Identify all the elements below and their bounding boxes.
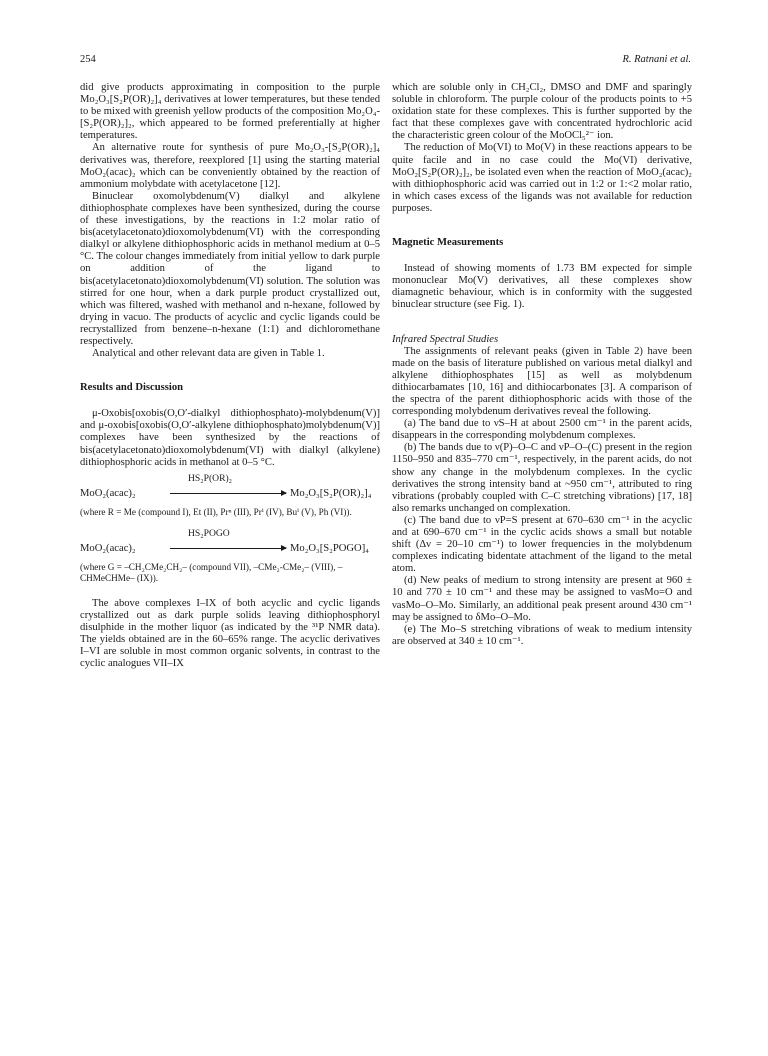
reactant: MoO₂(acac)₂ — [80, 542, 136, 554]
paragraph: did give products approximating in composition to the purple Mo₂O₃[S₂P(OR)₂]₄ derivatives at lower temperatures, but these tended to be mixed with greenish yellow products of the composition Mo₂O₄-[S₂P(OR)₂]₂, which appeared to be formed preferentially at higher temperatures. — [80, 82, 380, 142]
paragraph: Instead of showing moments of 1.73 BM expected for simple mononuclear Mo(V) derivatives, all these complexes show diamagnetic behaviour, which is in conformity with the suggested binuclear structure (see Fig. 1). — [392, 263, 692, 311]
list-item: (b) The bands due to ν(P)–O–C and νP–O–(C) present in the region 1150–950 and 835–770 cm⁻¹, respectively, in the parent acids, do not show any change in the molybdenum complexes. In the cyclic derivatives the strong intensity band at ~950 cm⁻¹, attributed to ring vibrations (probably coupled with C–C stretching vibrations) [17, 18] also remarks unchanged on complexation. — [392, 442, 692, 514]
running-head: R. Ratnani et al. — [622, 54, 691, 65]
reagent: HS₂POGO — [188, 527, 230, 539]
left-column — [80, 82, 380, 670]
paragraph: The above complexes I–IX of both acyclic and cyclic ligands crystallized out as dark purple solids leaving dithiophosphoryl disulphide in the mother liquor (as indicated by the ³¹P NMR data). The yields obtained are in the 60–65% range. The acyclic derivatives I–VI are soluble in most common organic solvents, in contrast to the cyclic analogues VII–IX — [80, 597, 380, 670]
list-item: (a) The band due to νS–H at about 2500 cm⁻¹ in the parent acids, disappears in the corresponding molybdenum complexes. — [392, 418, 692, 442]
page-header — [80, 54, 691, 68]
paragraph: An alternative route for synthesis of pure Mo₂O₃-[S₂P(OR)₂]₄ derivatives was, therefore, reexplored [1] using the starting material MoO₂(acac)₂ which can be conveniently obtained by the reaction of ammonium molybdate with acetylacetone [12]. — [80, 142, 380, 190]
list-item: (d) New peaks of medium to strong intensity are present at 960 ± 10 and 770 ± 10 cm⁻¹ and these may be assigned to νasMo=O and νasMo–O–Mo. Similarly, an additional peak present around 430 cm⁻¹ may be assigned to δMo–O–Mo. — [392, 575, 692, 623]
list-item: (c) The band due to νP=S present at 670–630 cm⁻¹ in the acyclic and at 690–670 cm⁻¹ in the cyclic acids shows a small but notable shift (Δν = 20–10 cm⁻¹) to lower frequencies in the molybdenum complexes indicating bidentate attachment of the ligand to the metal atom. — [392, 514, 692, 575]
section-heading-magnetic: Magnetic Measurements — [392, 237, 504, 249]
reaction-equation-1 — [80, 473, 380, 505]
right-column — [392, 82, 692, 648]
paragraph: Analytical and other relevant data are given in Table 1. — [92, 348, 325, 360]
product: Mo₂O₃[S₂P(OR)₂]₄ — [290, 487, 372, 499]
reaction-note: (where R = Me (compound I), Et (II), Prⁿ (III), Prⁱ (IV), Buⁱ (V), Ph (VI)). — [80, 506, 352, 517]
reagent: HS₂P(OR)₂ — [188, 472, 233, 484]
paragraph: μ-Oxobis[oxobis(O,O′-dialkyl dithiophosphato)-molybdenum(V)] and μ-oxobis[oxobis(O,O′-alkylene dithiophosphato)molybdenum(V)] complexes have been synthesized by the reactions of bis(acetylacetonato)dioxomolybdenum(VI) with dialkyl (alkylene) dithiophosphoric acids in methanol at 0–5 °C. — [80, 408, 380, 468]
paragraph: The reduction of Mo(VI) to Mo(V) in these reactions appears to be quite facile and in no case could the Mo(VI) derivative, MoO₂[S₂P(OR)₂]₂, be isolated even when the reaction of MoO₂(acac)₂ with dithiophosphoric acid was carried out in 1:2 or 1:<2 molar ratio, in which cases excess of the ligands was not available for reduction purposes. — [392, 142, 692, 214]
product: Mo₂O₃[S₂POGO]₄ — [290, 542, 369, 554]
list-item: (e) The Mo–S stretching vibrations of weak to medium intensity are observed at 340 ± 10 cm⁻¹. — [392, 623, 692, 647]
subsection-heading-infrared: Infrared Spectral Studies — [392, 333, 499, 345]
reaction-arrow — [170, 493, 286, 494]
reaction-equation-2 — [80, 528, 380, 560]
section-heading-results: Results and Discussion — [80, 382, 184, 394]
reactant: MoO₂(acac)₂ — [80, 487, 136, 499]
reaction-arrow — [170, 548, 286, 549]
paragraph: Binuclear oxomolybdenum(V) dialkyl and alkylene dithiophosphate complexes have been synthesized, during the course of these investigations, by the reactions in 1:2 molar ratio of bis(acetylacetonato)dioxomolybdenum(VI) with the corresponding dialkyl or alkylene dithiophosphoric acids in methanol medium at 0–5 °C. The colour changes immediately from initial yellow to dark purple on addition of the ligand to bis(acetylacetonato)dioxomolybdenum(VI) solution. The solution was stirred for one hour, when a dark purple product crystallized out, which was filtered, washed with methanol and n-hexane, followed by drying in vacuo. The products of acyclic and cyclic ligands could be recrystallized from benzene–n-hexane (1:1) and dichloromethane respectively. — [80, 190, 380, 347]
page-number: 254 — [80, 54, 96, 65]
paragraph: The assignments of relevant peaks (given in Table 2) have been made on the basis of literature published on various metal dialkyl and alkylene dithiophosphates [15] as well as molybdenum dithiocarbamates [10, 16] and dithiocarbonates [3]. A comparison of the spectra of the parent dithiophosphoric acids with those of the corresponding molybdenum derivatives reveal the following. — [392, 345, 692, 418]
paragraph: which are soluble only in CH₂Cl₂, DMSO and DMF and sparingly soluble in chloroform. The purple colour of the products points to +5 oxidation state for these complexes. This is further supported by the fact that these complexes gave with concentrated hydrochloric acid the characteristic green colour of the MoOCl₅²⁻ ion. — [392, 82, 692, 142]
reaction-note: (where G = –CH₂CMe₂CH₂– (compound VII), –CMe₂-CMe₂– (VIII), –CHMeCHMe– (IX)). — [80, 561, 343, 583]
